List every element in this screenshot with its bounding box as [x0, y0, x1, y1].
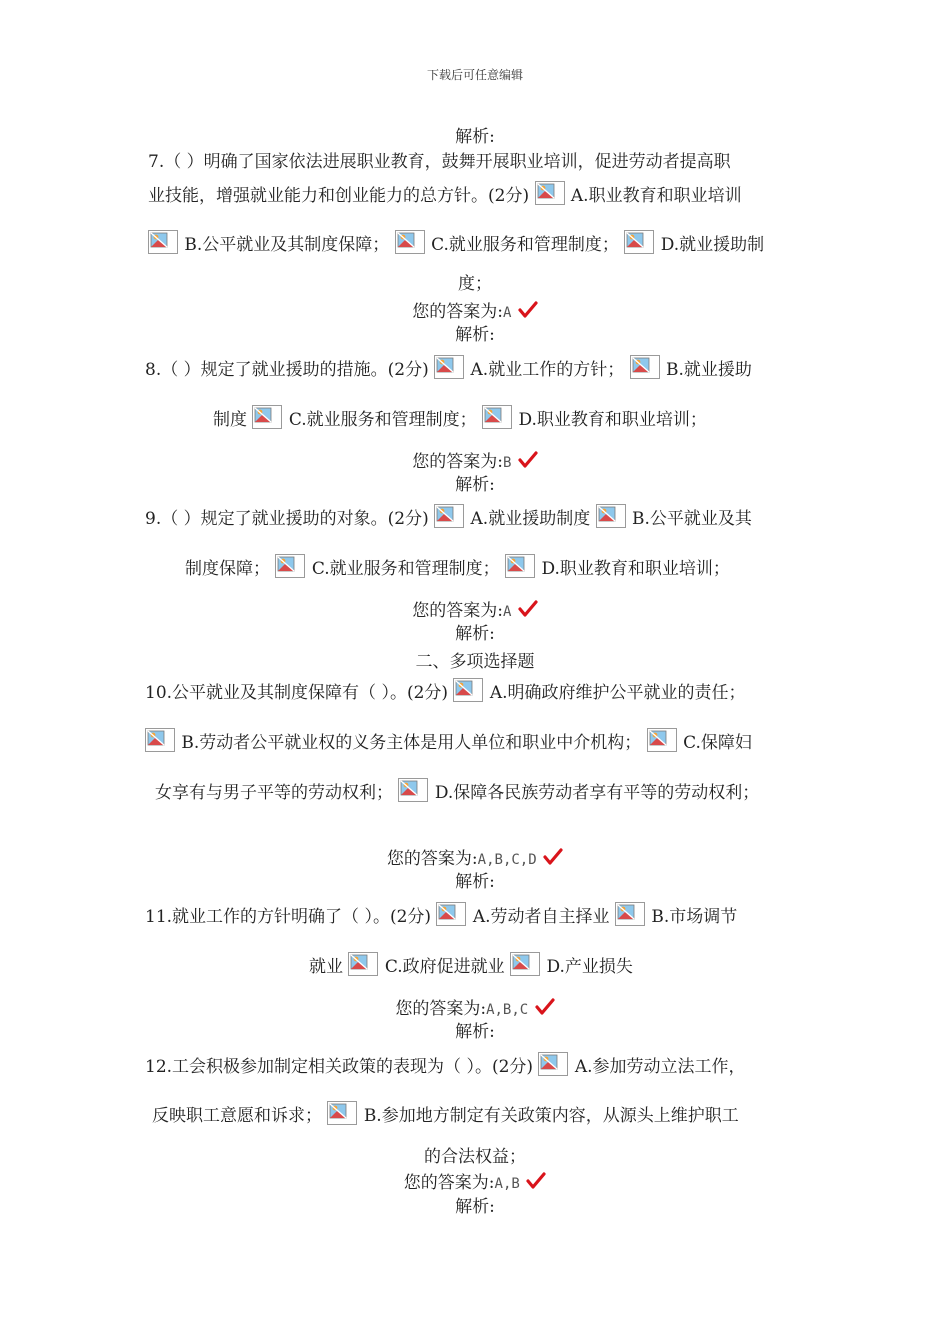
broken-image-icon: [434, 355, 464, 379]
answer-value: A: [502, 604, 512, 620]
broken-image-icon: [510, 952, 540, 976]
checkmark-icon: [518, 451, 538, 469]
option-a: A.职业教育和职业培训: [570, 186, 742, 206]
answer-value: A,B,C,D: [477, 852, 537, 868]
broken-image-icon: [148, 230, 178, 254]
option-a: A.就业工作的方针；: [470, 360, 625, 380]
option-d: D.职业教育和职业培训；: [541, 559, 730, 579]
answer-value: A,B,C: [486, 1002, 529, 1018]
option-b: B.就业援助: [666, 360, 752, 380]
analysis-label: 解析:: [455, 872, 495, 892]
broken-image-icon: [453, 678, 483, 702]
option-a: A.参加劳动立法工作，: [574, 1057, 746, 1077]
analysis-label: 解析:: [455, 475, 495, 495]
question-9-stem: 9.（ ）规定了就业援助的对象。(2分) A.就业援助制度 B.公平就业及其: [145, 504, 752, 531]
broken-image-icon: [615, 902, 645, 926]
analysis-label: 解析:: [455, 624, 495, 644]
question-10-stem: 10.公平就业及其制度保障有（ ）。(2分) A.明确政府维护公平就业的责任；: [145, 678, 746, 705]
broken-image-icon: [538, 1052, 568, 1076]
question-10-answer: 您的答案为:A,B,C,D: [0, 847, 950, 872]
broken-image-icon: [398, 778, 428, 802]
question-7-stem-line1: 7.（ ）明确了国家依法进展职业教育，鼓舞开展职业培训，促进劳动者提高职: [148, 152, 731, 172]
question-11-options: 就业 C.政府促进就业 D.产业损失: [309, 952, 633, 979]
page-header: 下载后可任意编辑: [426, 68, 523, 82]
broken-image-icon: [395, 230, 425, 254]
option-b: B.公平就业及其制度保障；: [184, 235, 390, 255]
option-a: A.劳动者自主择业: [472, 907, 610, 927]
checkmark-icon: [535, 998, 555, 1016]
option-c: C.就业服务和管理制度；: [288, 410, 477, 430]
analysis-label: 解析:: [455, 1197, 495, 1217]
broken-image-icon: [436, 902, 466, 926]
analysis-label: 解析:: [455, 325, 495, 345]
answer-value: A: [502, 305, 512, 321]
question-12-options: 反映职工意愿和诉求； B.参加地方制定有关政策内容，从源头上维护职工: [152, 1101, 739, 1128]
question-8-options: 制度 C.就业服务和管理制度； D.职业教育和职业培训；: [213, 405, 707, 432]
checkmark-icon: [518, 600, 538, 618]
broken-image-icon: [505, 554, 535, 578]
broken-image-icon: [647, 728, 677, 752]
question-10-options-2: 女享有与男子平等的劳动权利； D.保障各民族劳动者享有平等的劳动权利；: [155, 778, 759, 805]
question-8-answer: 您的答案为:B: [0, 450, 950, 475]
analysis-label: 解析:: [455, 1022, 495, 1042]
question-7-answer: 您的答案为:A: [0, 300, 950, 325]
question-7-stem-line2: 业技能，增强就业能力和创业能力的总方针。(2分) A.职业教育和职业培训: [148, 181, 742, 208]
broken-image-icon: [348, 952, 378, 976]
option-d: D.保障各民族劳动者享有平等的劳动权利；: [434, 783, 760, 803]
question-7-options: [148, 230, 764, 257]
broken-image-icon: [535, 181, 565, 205]
broken-image-icon: [252, 405, 282, 429]
option-c: C.政府促进就业: [384, 957, 505, 977]
question-9-answer: 您的答案为:A: [0, 599, 950, 624]
option-d: D.产业损失: [546, 957, 633, 977]
broken-image-icon: [275, 554, 305, 578]
option-d-continued: 度；: [458, 274, 492, 294]
broken-image-icon: [596, 504, 626, 528]
question-12-answer: 您的答案为:A,B: [0, 1171, 950, 1196]
analysis-label: 解析:: [455, 127, 495, 147]
option-c: C.保障妇: [683, 733, 752, 753]
option-b: B.公平就业及其: [632, 509, 752, 529]
question-12-stem: 12.工会积极参加制定相关政策的表现为（ ）。(2分) A.参加劳动立法工作，: [145, 1052, 746, 1079]
option-b: B.市场调节: [651, 907, 738, 927]
checkmark-icon: [543, 848, 563, 866]
option-c: C.就业服务和管理制度；: [311, 559, 500, 579]
option-a: A.明确政府维护公平就业的责任；: [489, 683, 746, 703]
option-c: C.就业服务和管理制度；: [431, 235, 619, 255]
option-a: A.就业援助制度: [470, 509, 591, 529]
broken-image-icon: [630, 355, 660, 379]
checkmark-icon: [526, 1172, 546, 1190]
question-11-stem: 11.就业工作的方针明确了（ ）。(2分) A.劳动者自主择业 B.市场调节: [145, 902, 737, 929]
question-11-answer: 您的答案为:A,B,C: [0, 997, 950, 1022]
broken-image-icon: [434, 504, 464, 528]
option-b-continued: 的合法权益；: [424, 1147, 526, 1167]
section-title: 二、多项选择题: [415, 652, 535, 672]
option-d: D.职业教育和职业培训；: [518, 410, 707, 430]
option-b: B.劳动者公平就业权的义务主体是用人单位和职业中介机构；: [181, 733, 642, 753]
question-10-options: [145, 728, 752, 755]
question-8-stem: 8.（ ）规定了就业援助的措施。(2分) A.就业工作的方针； B.就业援助: [145, 355, 752, 382]
question-9-options: 制度保障； C.就业服务和管理制度； D.职业教育和职业培训；: [185, 554, 730, 581]
answer-value: B: [502, 455, 512, 471]
broken-image-icon: [327, 1101, 357, 1125]
option-d: D.就业援助制: [660, 235, 765, 255]
answer-value: A,B: [494, 1176, 520, 1192]
checkmark-icon: [518, 301, 538, 319]
broken-image-icon: [482, 405, 512, 429]
broken-image-icon: [145, 728, 175, 752]
broken-image-icon: [624, 230, 654, 254]
option-b: B.参加地方制定有关政策内容，从源头上维护职工: [363, 1106, 739, 1126]
